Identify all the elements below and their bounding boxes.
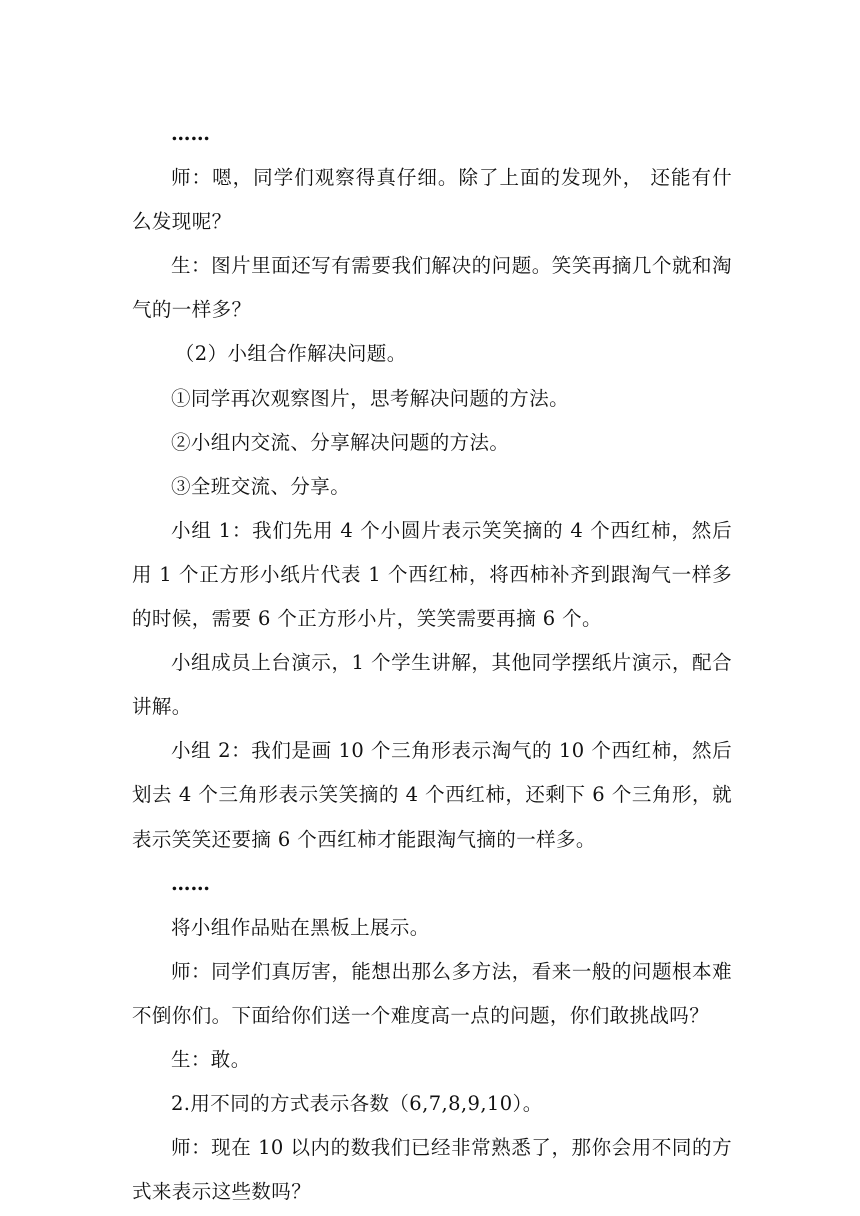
teacher-challenge-paragraph: 师：同学们真厉害，能想出那么多方法，看来一般的问题根本难不倒你们。下面给你们送一个难度高一点的问题，你们敢挑战吗？ — [132, 959, 732, 1027]
student-dialogue-paragraph: 生：图片里面还写有需要我们解决的问题。笑笑再摘几个就和淘气的一样多？ — [132, 254, 732, 322]
group-one-paragraph: 小组 1：我们先用 4 个小圆片表示笑笑摘的 4 个西红柿，然后用 1 个正方形小纸片代表 1 个西红柿，将西柿补齐到跟淘气一样多的时候，需要 6 个正方形小片，笑笑需要再摘 6 个。 — [132, 518, 732, 631]
section-heading-numbers: 2.用不同的方式表示各数（6,7,8,9,10）。 — [171, 1092, 543, 1116]
ellipsis-line: …… — [171, 122, 210, 145]
display-work-paragraph: 将小组作品贴在黑板上展示。 — [171, 915, 430, 939]
document-body — [132, 112, 732, 1214]
step-three-paragraph: ③全班交流、分享。 — [171, 474, 351, 498]
step-one-paragraph: ①同学再次观察图片，思考解决问题的方法。 — [171, 386, 570, 410]
ellipsis-line-2: …… — [171, 871, 210, 895]
step-two-paragraph: ②小组内交流、分享解决问题的方法。 — [171, 430, 510, 454]
group-two-paragraph: 小组 2：我们是画 10 个三角形表示淘气的 10 个西红柿，然后划去 4 个三角形表示笑笑摘的 4 个西红柿，还剩下 6 个三角形，就表示笑笑还要摘 6 个西红柿才能跟淘气摘的一样多。 — [132, 739, 732, 851]
student-answer-paragraph: 生：敢。 — [171, 1047, 251, 1071]
section-heading-group-work: （2）小组合作解决问题。 — [174, 342, 407, 366]
teacher-question-paragraph: 师：现在 10 以内的数我们已经非常熟悉了，那你会用不同的方式来表示这些数吗？ — [132, 1136, 732, 1204]
teacher-dialogue-paragraph: 师：嗯，同学们观察得真仔细。除了上面的发现外， 还能有什么发现呢？ — [132, 166, 732, 234]
group-demo-paragraph: 小组成员上台演示，1 个学生讲解，其他同学摆纸片演示，配合讲解。 — [132, 651, 732, 719]
